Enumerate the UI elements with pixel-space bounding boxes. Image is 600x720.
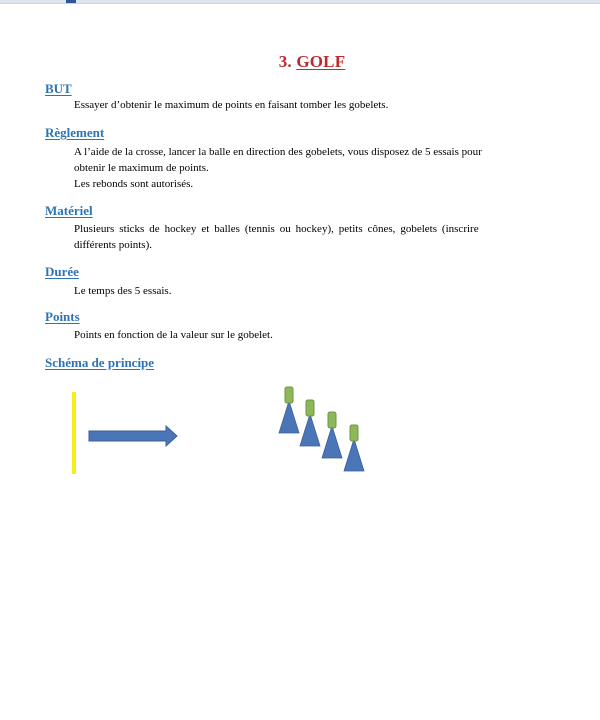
page-title bbox=[0, 52, 600, 72]
text-line: A l’aide de la crosse, lancer la balle en direction des gobelets, vous disposez de 5 essais pour bbox=[74, 146, 482, 158]
text-line: Les rebonds sont autorisés. bbox=[74, 178, 194, 190]
text-line: obtenir le maximum de points. bbox=[74, 162, 209, 174]
cone-shape bbox=[279, 401, 299, 433]
cup-shape bbox=[350, 425, 358, 441]
heading-but: BUT bbox=[45, 81, 72, 96]
cone-shape bbox=[344, 439, 364, 471]
paragraph-materiel bbox=[74, 221, 534, 253]
golf-schema-diagram bbox=[0, 380, 600, 490]
heading-reglement: Règlement bbox=[45, 125, 105, 140]
text-line: Le temps des 5 essais. bbox=[74, 285, 172, 297]
paragraph-but bbox=[74, 97, 534, 113]
paragraph-duree bbox=[74, 283, 534, 299]
text-line: différents points). bbox=[74, 239, 153, 251]
title-number: 3. bbox=[278, 52, 292, 71]
cup-shape bbox=[306, 400, 314, 416]
cone-shape bbox=[322, 426, 342, 458]
text-line: Points en fonction de la valeur sur le gobelet. bbox=[74, 329, 273, 341]
throw-direction-arrow bbox=[89, 426, 177, 446]
cone-shape bbox=[300, 414, 320, 446]
paragraph-reglement bbox=[74, 144, 534, 192]
cup-shape bbox=[328, 412, 336, 428]
heading-schema: Schéma de principe bbox=[45, 355, 155, 370]
cup-shape bbox=[285, 387, 293, 403]
text-line: Essayer d’obtenir le maximum de points en faisant tomber les gobelets. bbox=[74, 99, 389, 111]
paragraph-points bbox=[74, 327, 534, 343]
title-word: GOLF bbox=[296, 52, 346, 71]
text-line: Plusieurs sticks de hockey et balles (tennis ou hockey), petits cônes, gobelets (inscrire bbox=[74, 223, 479, 235]
heading-points: Points bbox=[45, 309, 80, 324]
cones-group bbox=[279, 387, 364, 471]
heading-materiel: Matériel bbox=[45, 203, 93, 218]
heading-duree: Durée bbox=[45, 264, 79, 279]
start-line bbox=[72, 392, 76, 474]
